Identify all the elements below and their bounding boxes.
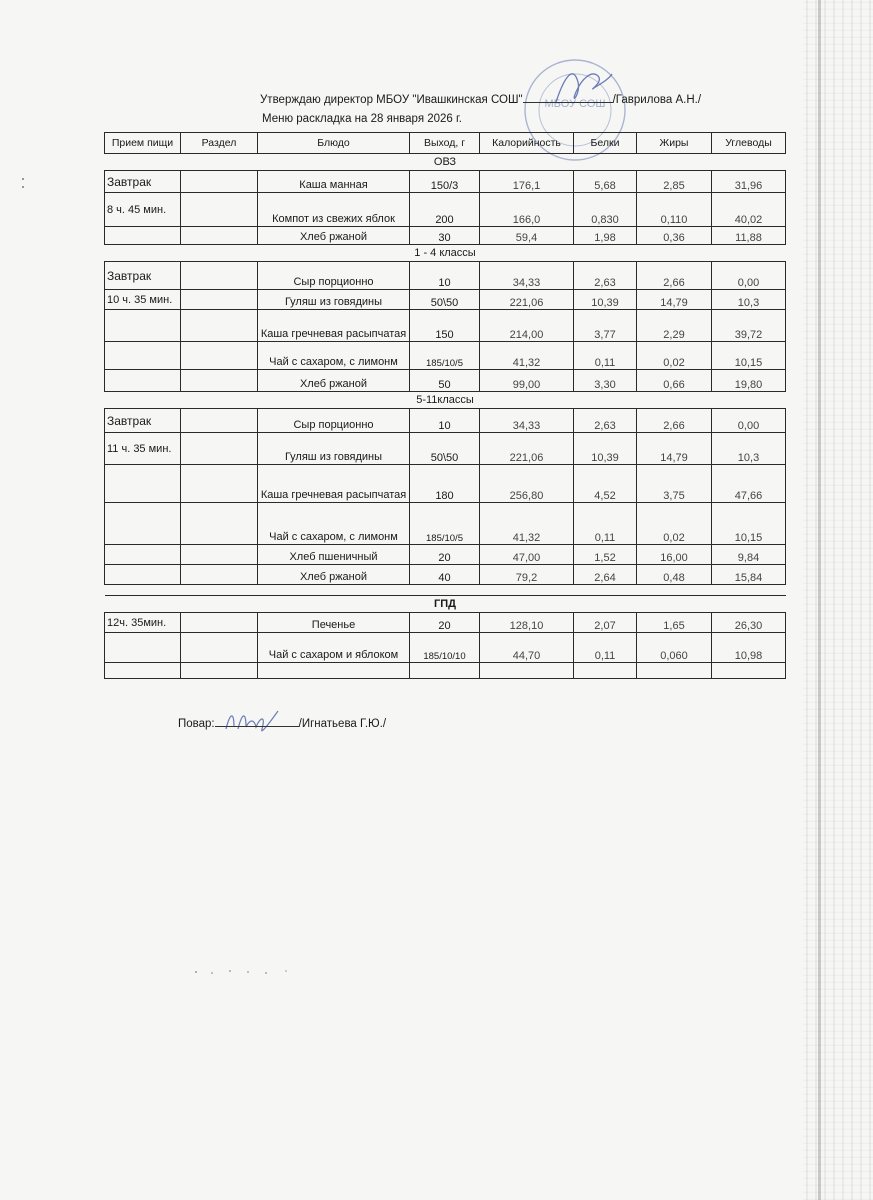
gap-cell [105, 585, 786, 596]
kcal-cell: 47,00 [480, 545, 574, 565]
section-cell [181, 663, 258, 679]
protein-cell: 5,68 [574, 171, 637, 193]
dish-cell: Чай с сахаром, с лимонм [258, 503, 410, 545]
kcal-cell: 166,0 [480, 193, 574, 227]
dish-cell: Хлеб ржаной [258, 227, 410, 245]
meal-cell [105, 545, 181, 565]
table-row [105, 613, 786, 633]
protein-cell: 4,52 [574, 465, 637, 503]
protein-cell [574, 663, 637, 679]
section-label: 1 - 4 классы [105, 245, 786, 262]
fat-cell: 16,00 [637, 545, 712, 565]
fat-cell: 2,66 [637, 262, 712, 290]
section-cell [181, 545, 258, 565]
kcal-cell: 214,00 [480, 310, 574, 342]
carbs-cell: 0,00 [712, 409, 786, 433]
section-cell [181, 171, 258, 193]
fat-cell: 0,36 [637, 227, 712, 245]
col-yield: Выход, г [410, 133, 480, 154]
section-cell [181, 310, 258, 342]
protein-cell: 0,11 [574, 503, 637, 545]
table-row [105, 370, 786, 392]
carbs-cell: 10,15 [712, 342, 786, 370]
section-cell [181, 565, 258, 585]
section-cell [181, 433, 258, 465]
dish-cell: Компот из свежих яблок [258, 193, 410, 227]
protein-cell: 2,63 [574, 409, 637, 433]
menu-body [105, 154, 786, 679]
table-row [105, 465, 786, 503]
carbs-cell: 40,02 [712, 193, 786, 227]
director-name: /Гаврилова А.Н./ [612, 94, 702, 106]
cook-name: /Игнатьева Г.Ю./ [298, 718, 387, 730]
yield-cell: 180 [410, 465, 480, 503]
table-row [105, 262, 786, 290]
dish-cell: Печенье [258, 613, 410, 633]
scanner-noise-edge [803, 0, 873, 1200]
table-row [105, 193, 786, 227]
protein-cell: 1,98 [574, 227, 637, 245]
cook-signature-line [215, 716, 299, 727]
fat-cell: 0,02 [637, 342, 712, 370]
yield-cell: 50\50 [410, 433, 480, 465]
meal-cell [105, 503, 181, 545]
dish-cell: Каша гречневая расыпчатая [258, 465, 410, 503]
meal-cell: Завтрак [105, 171, 181, 193]
carbs-cell: 19,80 [712, 370, 786, 392]
section-cell [181, 370, 258, 392]
section-label: ОВЗ [105, 154, 786, 171]
fat-cell: 2,29 [637, 310, 712, 342]
carbs-cell: 10,3 [712, 290, 786, 310]
yield-cell: 185/10/5 [410, 503, 480, 545]
fat-cell: 14,79 [637, 290, 712, 310]
dish-cell: Сыр порционно [258, 409, 410, 433]
section-cell [181, 290, 258, 310]
col-fat: Жиры [637, 133, 712, 154]
dish-cell: Каша гречневая расыпчатая [258, 310, 410, 342]
kcal-cell: 41,32 [480, 503, 574, 545]
yield-cell: 50 [410, 370, 480, 392]
dish-cell: Гуляш из говядины [258, 433, 410, 465]
yield-cell: 30 [410, 227, 480, 245]
kcal-cell: 34,33 [480, 409, 574, 433]
table-row [105, 565, 786, 585]
carbs-cell: 31,96 [712, 171, 786, 193]
col-dish: Блюдо [258, 133, 410, 154]
table-header-row [105, 133, 786, 154]
dish-cell [258, 663, 410, 679]
table-row [105, 503, 786, 545]
signature-line [523, 92, 613, 103]
carbs-cell: 15,84 [712, 565, 786, 585]
kcal-cell: 44,70 [480, 633, 574, 663]
kcal-cell: 256,80 [480, 465, 574, 503]
fat-cell: 1,65 [637, 613, 712, 633]
section-row [105, 245, 786, 262]
table-row [105, 171, 786, 193]
section-cell [181, 503, 258, 545]
col-section: Раздел [181, 133, 258, 154]
table-row [105, 290, 786, 310]
time-cell: 12ч. 35мин. [105, 613, 181, 633]
section-row [105, 596, 786, 613]
yield-cell: 50\50 [410, 290, 480, 310]
protein-cell: 10,39 [574, 433, 637, 465]
table-row [105, 310, 786, 342]
dish-cell: Хлеб ржаной [258, 370, 410, 392]
yield-cell: 185/10/5 [410, 342, 480, 370]
meal-cell: Завтрак [105, 409, 181, 433]
section-cell [181, 342, 258, 370]
section-cell [181, 409, 258, 433]
kcal-cell [480, 663, 574, 679]
kcal-cell: 221,06 [480, 433, 574, 465]
yield-cell: 20 [410, 613, 480, 633]
yield-cell: 200 [410, 193, 480, 227]
fat-cell: 2,66 [637, 409, 712, 433]
carbs-cell: 9,84 [712, 545, 786, 565]
protein-cell: 3,30 [574, 370, 637, 392]
fat-cell: 0,66 [637, 370, 712, 392]
scanner-noise-line [818, 0, 821, 1200]
section-cell [181, 262, 258, 290]
stamp-text: МБОУ СОШ [544, 98, 606, 110]
kcal-cell: 59,4 [480, 227, 574, 245]
dish-cell: Сыр порционно [258, 262, 410, 290]
col-meal: Прием пищи [105, 133, 181, 154]
fat-cell: 0,02 [637, 503, 712, 545]
meal-cell [105, 227, 181, 245]
dish-cell: Хлеб пшеничный [258, 545, 410, 565]
protein-cell: 2,64 [574, 565, 637, 585]
meal-cell [105, 663, 181, 679]
cook-label: Повар: [178, 718, 215, 730]
approval-line [260, 92, 701, 106]
kcal-cell: 41,32 [480, 342, 574, 370]
carbs-cell: 26,30 [712, 613, 786, 633]
section-gap [105, 585, 786, 596]
carbs-cell: 11,88 [712, 227, 786, 245]
dish-cell: Каша манная [258, 171, 410, 193]
carbs-cell: 10,15 [712, 503, 786, 545]
section-cell [181, 193, 258, 227]
table-row [105, 663, 786, 679]
protein-cell: 0,11 [574, 633, 637, 663]
col-carbs: Углеводы [712, 133, 786, 154]
yield-cell: 10 [410, 262, 480, 290]
meal-cell [105, 565, 181, 585]
col-protein: Белки [574, 133, 637, 154]
menu-title: Меню раскладка на 28 января 2026 г. [262, 113, 463, 125]
section-cell [181, 465, 258, 503]
section-row [105, 392, 786, 409]
approval-text: Утверждаю директор МБОУ "Ивашкинская СОШ" [260, 94, 523, 106]
yield-cell: 10 [410, 409, 480, 433]
carbs-cell [712, 663, 786, 679]
meal-cell [105, 310, 181, 342]
kcal-cell: 34,33 [480, 262, 574, 290]
kcal-cell: 128,10 [480, 613, 574, 633]
section-label: 5-11классы [105, 392, 786, 409]
kcal-cell: 221,06 [480, 290, 574, 310]
section-cell [181, 633, 258, 663]
table-row [105, 433, 786, 465]
fat-cell: 14,79 [637, 433, 712, 465]
fat-cell: 0,110 [637, 193, 712, 227]
yield-cell: 20 [410, 545, 480, 565]
fat-cell: 2,85 [637, 171, 712, 193]
time-cell: 10 ч. 35 мин. [105, 290, 181, 310]
cook-line [178, 716, 386, 730]
table-row [105, 342, 786, 370]
fat-cell [637, 663, 712, 679]
table-row [105, 633, 786, 663]
protein-cell: 0,830 [574, 193, 637, 227]
yield-cell: 150/3 [410, 171, 480, 193]
time-cell: 11 ч. 35 мин. [105, 433, 181, 465]
fat-cell: 0,48 [637, 565, 712, 585]
time-cell: 8 ч. 45 мин. [105, 193, 181, 227]
carbs-cell: 0,00 [712, 262, 786, 290]
menu-table [104, 132, 786, 679]
yield-cell: 150 [410, 310, 480, 342]
dish-cell: Хлеб ржаной [258, 565, 410, 585]
protein-cell: 2,63 [574, 262, 637, 290]
section-row [105, 154, 786, 171]
yield-cell [410, 663, 480, 679]
col-kcal: Калорийность [480, 133, 574, 154]
meal-cell: Завтрак [105, 262, 181, 290]
section-cell [181, 613, 258, 633]
kcal-cell: 79,2 [480, 565, 574, 585]
section-cell [181, 227, 258, 245]
table-row [105, 545, 786, 565]
meal-cell [105, 633, 181, 663]
protein-cell: 10,39 [574, 290, 637, 310]
table-row [105, 409, 786, 433]
margin-mark [20, 175, 26, 195]
carbs-cell: 10,3 [712, 433, 786, 465]
meal-cell [105, 342, 181, 370]
kcal-cell: 99,00 [480, 370, 574, 392]
dish-cell: Гуляш из говядины [258, 290, 410, 310]
fat-cell: 0,060 [637, 633, 712, 663]
meal-cell [105, 465, 181, 503]
protein-cell: 1,52 [574, 545, 637, 565]
section-label: ГПД [105, 596, 786, 613]
protein-cell: 0,11 [574, 342, 637, 370]
scan-speckle [190, 968, 300, 976]
yield-cell: 40 [410, 565, 480, 585]
carbs-cell: 47,66 [712, 465, 786, 503]
kcal-cell: 176,1 [480, 171, 574, 193]
fat-cell: 3,75 [637, 465, 712, 503]
protein-cell: 2,07 [574, 613, 637, 633]
dish-cell: Чай с сахаром, с лимонм [258, 342, 410, 370]
table-row [105, 227, 786, 245]
yield-cell: 185/10/10 [410, 633, 480, 663]
protein-cell: 3,77 [574, 310, 637, 342]
dish-cell: Чай с сахаром и яблоком [258, 633, 410, 663]
meal-cell [105, 370, 181, 392]
carbs-cell: 10,98 [712, 633, 786, 663]
carbs-cell: 39,72 [712, 310, 786, 342]
